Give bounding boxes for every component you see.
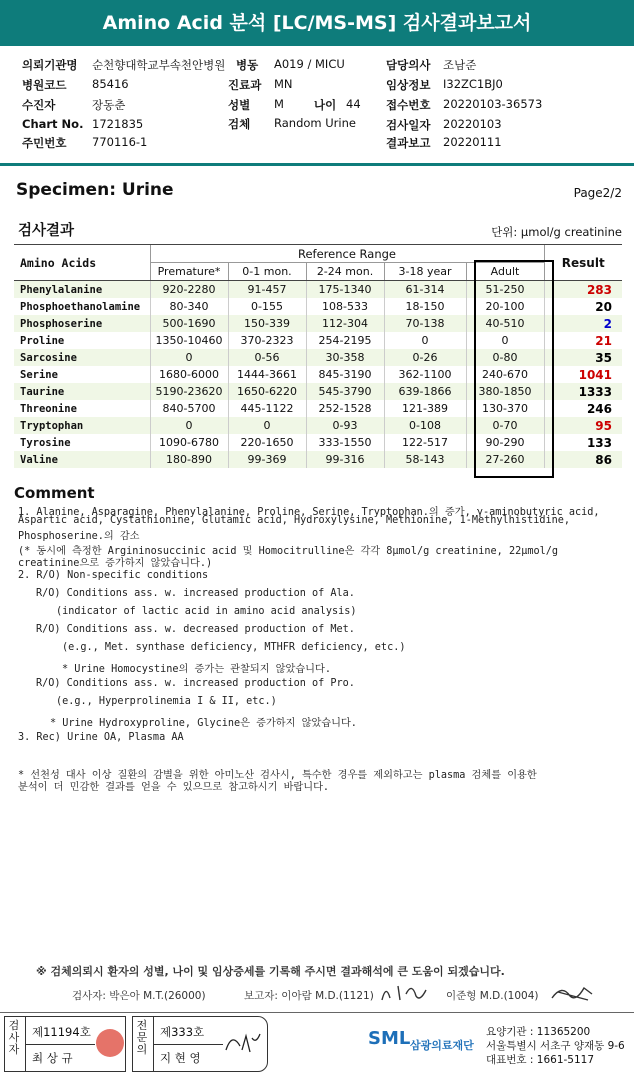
reference-range-cell: 220-1650 xyxy=(228,434,306,451)
tester-stamp-label: 검사자 xyxy=(8,1019,20,1056)
doctor-signature xyxy=(548,982,598,1004)
result-value: 21 xyxy=(544,332,622,349)
comment-line: 1. Alanine, Asparagine, Phenylalanine, Proline, Serine, Tryptophan.의 증가, γ-aminobutyric acid, xyxy=(18,507,600,518)
comment-line: R/O) Conditions ass. w. increased production of Pro. xyxy=(36,678,355,689)
amino-acid-name: Taurine xyxy=(20,385,65,398)
amino-acid-name: Threonine xyxy=(20,402,77,415)
ward-label: 병동 xyxy=(236,58,259,72)
reference-range-cell: 180-890 xyxy=(150,451,228,468)
doctor-stamp-name: 지 현 영 xyxy=(160,1051,201,1065)
adult-highlight-box xyxy=(474,260,554,478)
reference-range-cell: 0-108 xyxy=(384,417,466,434)
amino-acid-name: Phosphoserine xyxy=(20,317,103,330)
reference-range-cell: 99-316 xyxy=(306,451,384,468)
comment-line: R/O) Conditions ass. w. decreased production of Met. xyxy=(36,624,355,635)
reference-range-cell: 0 xyxy=(228,417,306,434)
reference-range-cell: 1350-10460 xyxy=(150,332,228,349)
doctor-license: 제333호 xyxy=(160,1025,205,1039)
clinical-value: I32ZC1BJ0 xyxy=(443,77,503,91)
reference-range-cell: 18-150 xyxy=(384,298,466,315)
comment-line: Aspartic acid, Cystathionine, Glutamic acid, Hydroxylysine, Methionine, 1-Methylhistidine, xyxy=(18,515,571,526)
logo-org: 삼광의료재단 xyxy=(410,1039,474,1052)
reference-range-cell: 175-1340 xyxy=(306,281,384,299)
recipient-value: 장동춘 xyxy=(92,98,126,112)
tester-seal xyxy=(96,1029,124,1057)
reference-range-cell: 51-250 xyxy=(466,281,544,299)
result-value: 20 xyxy=(544,298,622,315)
reference-range-cell: 40-510 xyxy=(466,315,544,332)
reference-range-cell: 58-143 xyxy=(384,451,466,468)
reference-range-cell: 0-56 xyxy=(228,349,306,366)
rrn-label: 주민번호 xyxy=(22,136,67,150)
results-heading: 검사결과 xyxy=(18,223,75,239)
subcol-0-1mon: 0-1 mon. xyxy=(228,263,306,281)
reference-range-cell: 370-2323 xyxy=(228,332,306,349)
comment-line: 2. R/O) Non-specific conditions xyxy=(18,570,209,581)
report-date-label: 결과보고 xyxy=(386,136,431,150)
reference-range-cell: 108-533 xyxy=(306,298,384,315)
comment-line: R/O) Conditions ass. w. increased production of Ala. xyxy=(36,588,355,599)
page-number: Page2/2 xyxy=(573,186,622,200)
chart-label: Chart No. xyxy=(22,117,84,131)
specimen-value: Random Urine xyxy=(274,116,356,130)
amino-acid-name: Valine xyxy=(20,453,58,466)
sex-value: M xyxy=(274,97,284,111)
comment-line: 3. Rec) Urine OA, Plasma AA xyxy=(18,732,184,743)
reference-range-cell: 0 xyxy=(150,349,228,366)
comment-line: (* 동시에 측정한 Argininosuccinic acid 및 Homocitrulline은 각각 8μmol/g creatinine, 22μmol/g xyxy=(18,546,559,557)
test-date-label: 검사일자 xyxy=(386,118,431,132)
age-value: 44 xyxy=(346,97,361,111)
comment-line: (indicator of lactic acid in amino acid analysis) xyxy=(56,606,357,617)
result-value: 2 xyxy=(544,315,622,332)
amino-acid-name: Phenylalanine xyxy=(20,283,103,296)
reference-range-cell: 61-314 xyxy=(384,281,466,299)
tester-name: 검사자: 박은아 M.T.(26000) xyxy=(72,990,206,1002)
unit-label: 단위: μmol/g creatinine xyxy=(491,225,622,239)
ward-value: A019 / MICU xyxy=(274,57,345,71)
reference-range-cell: 0 xyxy=(384,332,466,349)
sex-label: 성별 xyxy=(228,98,251,112)
reference-range-cell: 845-3190 xyxy=(306,366,384,383)
age-label: 나이 xyxy=(314,98,337,112)
comment-line: * Urine Hydroxyproline, Glycine은 증가하지 않았습니다. xyxy=(50,718,357,729)
test-date-value: 20220103 xyxy=(443,117,502,131)
reference-range-cell: 80-340 xyxy=(150,298,228,315)
col-header-result: Result xyxy=(544,245,622,281)
logo-mark: SML xyxy=(368,1028,411,1049)
tester-stamp-name: 최 상 규 xyxy=(32,1051,73,1065)
footnote: ※ 검체의뢰시 환자의 성별, 나이 및 임상증세를 기록해 주시면 결과해석에 큰 도움이 되겠습니다. xyxy=(36,965,505,978)
divider xyxy=(0,163,634,166)
reference-range-cell: 0-80 xyxy=(466,349,544,366)
comment-line: * 선천성 대사 이상 질환의 감별을 위한 아미노산 검사시, 특수한 경우를 제외하고는 plasma 검체를 이용한 xyxy=(18,770,537,781)
subcol-adult: Adult xyxy=(466,263,544,281)
doctor-value: 조남준 xyxy=(443,58,477,72)
receipt-value: 20220103-36573 xyxy=(443,97,543,111)
subcol-3-18year: 3-18 year xyxy=(384,263,466,281)
institution-code: 요양기관 : 11365200 xyxy=(486,1026,591,1038)
result-value: 86 xyxy=(544,451,622,468)
hosp-code-value: 85416 xyxy=(92,77,129,91)
result-value: 35 xyxy=(544,349,622,366)
reference-range-cell: 27-260 xyxy=(466,451,544,468)
reference-range-cell: 70-138 xyxy=(384,315,466,332)
reporter-signature xyxy=(378,980,438,1004)
dept-label: 진료과 xyxy=(228,78,262,92)
subcol-2-24mon: 2-24 mon. xyxy=(306,263,384,281)
doctor-name: 이준형 M.D.(1004) xyxy=(446,990,539,1002)
reference-range-cell: 333-1550 xyxy=(306,434,384,451)
reference-range-cell: 30-358 xyxy=(306,349,384,366)
reference-range-cell: 121-389 xyxy=(384,400,466,417)
reference-range-cell: 0 xyxy=(466,332,544,349)
reference-range-cell: 0 xyxy=(150,417,228,434)
amino-acid-name: Serine xyxy=(20,368,58,381)
reference-range-cell: 240-670 xyxy=(466,366,544,383)
amino-acid-name: Proline xyxy=(20,334,65,347)
result-value: 246 xyxy=(544,400,622,417)
hosp-code-label: 병원코드 xyxy=(22,78,67,92)
comment-line: Phosphoserine.의 감소 xyxy=(18,531,140,542)
reference-range-cell: 20-100 xyxy=(466,298,544,315)
report-date-value: 20220111 xyxy=(443,135,502,149)
reference-range-cell: 254-2195 xyxy=(306,332,384,349)
amino-acid-name: Tyrosine xyxy=(20,436,71,449)
chart-value: 1721835 xyxy=(92,117,144,131)
reference-range-cell: 252-1528 xyxy=(306,400,384,417)
reference-range-cell: 1680-6000 xyxy=(150,366,228,383)
specimen-heading: Specimen: Urine xyxy=(16,180,174,200)
reference-range-cell: 0-93 xyxy=(306,417,384,434)
rrn-value: 770116-1 xyxy=(92,135,148,149)
reference-range-cell: 445-1122 xyxy=(228,400,306,417)
amino-acid-name: Phosphoethanolamine xyxy=(20,300,141,313)
recipient-label: 수진자 xyxy=(22,98,56,112)
comment-line: 분석이 더 민감한 결과를 얻을 수 있으므로 참고하시기 바랍니다. xyxy=(18,782,330,793)
footer-divider xyxy=(0,1012,634,1013)
reference-range-cell: 362-1100 xyxy=(384,366,466,383)
reference-range-cell: 112-304 xyxy=(306,315,384,332)
clinical-label: 임상정보 xyxy=(386,78,431,92)
subcol-premature: Premature* xyxy=(150,263,228,281)
comment-heading: Comment xyxy=(14,484,95,502)
amino-acid-name: Sarcosine xyxy=(20,351,77,364)
result-value: 133 xyxy=(544,434,622,451)
reference-range-cell: 545-3790 xyxy=(306,383,384,400)
comment-line: * Urine Homocystine의 증가는 관찰되지 않았습니다. xyxy=(62,664,332,675)
reference-range-cell: 639-1866 xyxy=(384,383,466,400)
reference-range-cell: 5190-23620 xyxy=(150,383,228,400)
comment-line: (e.g., Met. synthase deficiency, MTHFR deficiency, etc.) xyxy=(62,642,406,653)
reporter-name: 보고자: 이아람 M.D.(1121) xyxy=(244,990,374,1002)
comment-line: creatinine으로 증가하지 않았습니다.) xyxy=(18,558,213,569)
reference-range-cell: 0-70 xyxy=(466,417,544,434)
reference-range-cell: 90-290 xyxy=(466,434,544,451)
institution-label: 의뢰기관명 xyxy=(22,58,78,72)
reference-range-cell: 920-2280 xyxy=(150,281,228,299)
doctor-stamp-label: 전문의 xyxy=(136,1019,148,1056)
reference-range-cell: 99-369 xyxy=(228,451,306,468)
result-value: 1041 xyxy=(544,366,622,383)
result-value: 1333 xyxy=(544,383,622,400)
doctor-stamp-signature xyxy=(222,1030,262,1060)
col-header-name: Amino Acids xyxy=(14,245,150,281)
reference-range-cell: 0-26 xyxy=(384,349,466,366)
lab-address: 서울특별시 서초구 양재동 9-6 xyxy=(486,1040,625,1052)
col-header-ref: Reference Range xyxy=(150,245,544,263)
report-title: Amino Acid 분석 [LC/MS-MS] 검사결과보고서 xyxy=(0,0,634,46)
lab-phone: 대표번호 : 1661-5117 xyxy=(486,1054,595,1066)
reference-range-cell: 1090-6780 xyxy=(150,434,228,451)
reference-range-cell: 122-517 xyxy=(384,434,466,451)
dept-value: MN xyxy=(274,77,293,91)
result-value: 283 xyxy=(544,281,622,299)
reference-range-cell: 840-5700 xyxy=(150,400,228,417)
reference-range-cell: 1650-6220 xyxy=(228,383,306,400)
doctor-label: 담당의사 xyxy=(386,58,431,72)
specimen-label: 검체 xyxy=(228,117,251,131)
reference-range-cell: 380-1850 xyxy=(466,383,544,400)
reference-range-cell: 130-370 xyxy=(466,400,544,417)
receipt-label: 접수번호 xyxy=(386,98,431,112)
tester-license: 제11194호 xyxy=(32,1025,91,1039)
reference-range-cell: 0-155 xyxy=(228,298,306,315)
comment-line: (e.g., Hyperprolinemia I & II, etc.) xyxy=(56,696,277,707)
institution-value: 순천향대학교부속천안병원 xyxy=(92,58,226,72)
reference-range-cell: 500-1690 xyxy=(150,315,228,332)
reference-range-cell: 150-339 xyxy=(228,315,306,332)
reference-range-cell: 1444-3661 xyxy=(228,366,306,383)
result-value: 95 xyxy=(544,417,622,434)
reference-range-cell: 91-457 xyxy=(228,281,306,299)
amino-acid-name: Tryptophan xyxy=(20,419,84,432)
